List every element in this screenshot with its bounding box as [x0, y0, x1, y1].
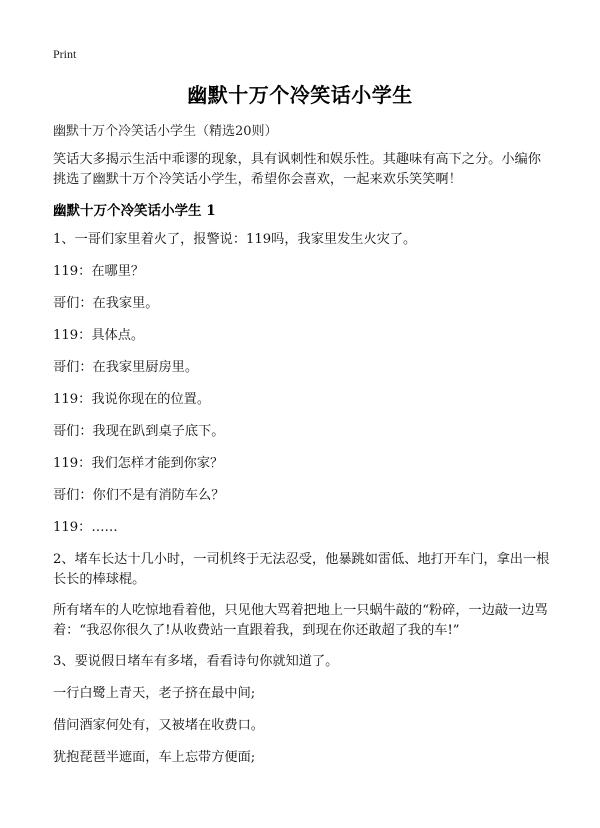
paragraph: 犹抱琵琶半遮面，车上忘带方便面;	[53, 750, 256, 765]
paragraph: 哥们：在我家里厨房里。	[53, 360, 199, 375]
print-label: Print	[53, 47, 77, 61]
page-subtitle: 幽默十万个冷笑话小学生（精选20则）	[53, 124, 278, 139]
section-heading: 幽默十万个冷笑话小学生 1	[53, 203, 216, 219]
paragraph: 119：我说你现在的位置。	[53, 392, 211, 407]
paragraph: 119：具体点。	[53, 328, 145, 343]
paragraph: 119：在哪里？	[53, 264, 145, 279]
paragraph: 哥们：我现在趴到桌子底下。	[53, 424, 225, 439]
paragraph: 借问酒家何处有，又被堵在收费口。	[53, 718, 264, 733]
paragraph: 1、一哥们家里着火了，报警说：119吗，我家里发生火灾了。	[53, 232, 417, 247]
joke-content	[53, 230, 550, 768]
intro-paragraph: 笑话大多揭示生活中乖谬的现象，具有讽刺性和娱乐性。其趣味有高下之分。小编你挑选了幽默十万个冷笑话小学生，希望你会喜欢，一起来欢乐笑笑啊！	[53, 152, 541, 187]
page-title: 幽默十万个冷笑话小学生	[187, 83, 413, 107]
paragraph: 哥们：你们不是有消防车么？	[53, 488, 225, 503]
paragraph: 哥们：在我家里。	[53, 296, 159, 311]
paragraph: 2、堵车长达十几小时，一司机终于无法忍受，他暴跳如雷低、地打开车门，拿出一根长长的棒球棍。	[53, 552, 550, 587]
paragraph: 所有堵车的人吃惊地看着他，只见他大骂着把地上一只蜗牛敲的“粉碎，一边敲一边骂着：“我忍你很久了!从收费站一直跟着我，到现在你还敢超了我的车!”	[53, 603, 548, 638]
paragraph: 119：我们怎样才能到你家？	[53, 456, 224, 471]
paragraph: 一行白鹭上青天，老子挤在最中间;	[53, 686, 256, 701]
paragraph: 3、要说假日堵车有多堵，看看诗句你就知道了。	[53, 654, 339, 669]
paragraph: 119：……	[53, 520, 118, 535]
